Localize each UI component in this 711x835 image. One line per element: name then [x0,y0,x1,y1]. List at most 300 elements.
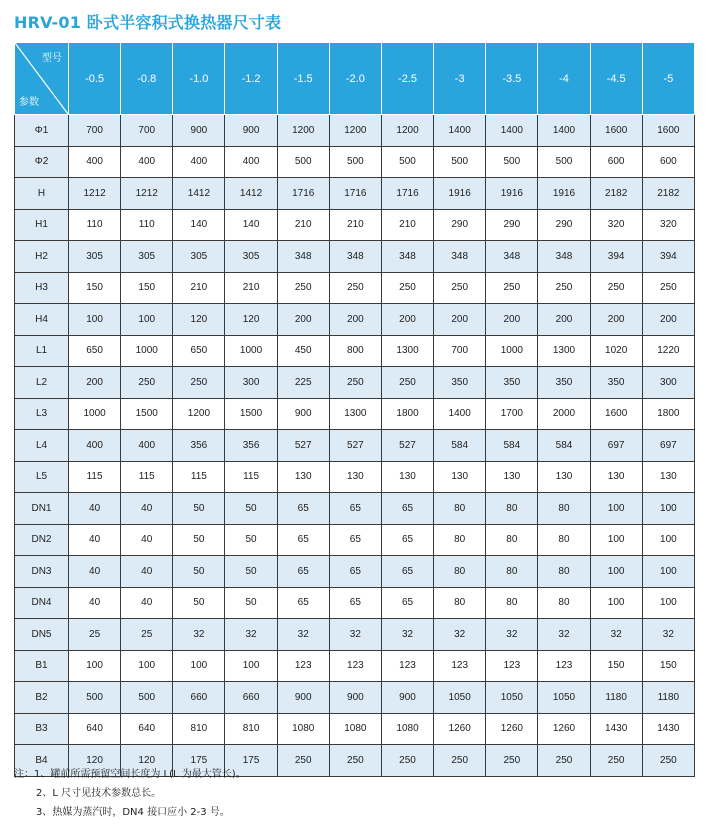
value-cell: 50 [225,524,277,556]
value-cell: 200 [381,304,433,336]
value-cell: 80 [538,587,590,619]
value-cell: 65 [329,524,381,556]
value-cell: 400 [69,430,121,462]
value-cell: 1050 [538,682,590,714]
value-cell: 2182 [590,178,642,210]
table-row [15,335,695,367]
value-cell: 1020 [590,335,642,367]
value-cell: 250 [381,367,433,399]
value-cell: 584 [434,430,486,462]
value-cell: 110 [121,209,173,241]
value-cell: 123 [486,650,538,682]
value-cell: 1180 [590,682,642,714]
value-cell: 305 [173,241,225,273]
table-row [15,209,695,241]
value-cell: 140 [225,209,277,241]
value-cell: 65 [329,556,381,588]
param-name-cell: DN1 [15,493,69,525]
value-cell: 210 [329,209,381,241]
value-cell: 1180 [642,682,694,714]
value-cell: 150 [590,650,642,682]
value-cell: 650 [173,335,225,367]
value-cell: 250 [381,745,433,777]
value-cell: 210 [225,272,277,304]
value-cell: 1500 [225,398,277,430]
value-cell: 500 [329,146,381,178]
value-cell: 130 [381,461,433,493]
value-cell: 350 [590,367,642,399]
value-cell: 100 [642,587,694,619]
note-text: 1、罐前所需预留空间长度为 L(L 为最大管长)。 [34,769,246,780]
note-line-1 [14,765,246,784]
value-cell: 40 [69,493,121,525]
value-cell: 100 [69,650,121,682]
value-cell: 1000 [225,335,277,367]
value-cell: 1716 [277,178,329,210]
param-name-cell: H3 [15,272,69,304]
value-cell: 115 [69,461,121,493]
table-row [15,587,695,619]
value-cell: 527 [277,430,329,462]
param-name-cell: L5 [15,461,69,493]
value-cell: 175 [173,745,225,777]
value-cell: 900 [329,682,381,714]
value-cell: 2000 [538,398,590,430]
value-cell: 32 [538,619,590,651]
value-cell: 348 [277,241,329,273]
value-cell: 65 [329,493,381,525]
model-header-cell: -1.2 [225,43,277,115]
value-cell: 65 [329,587,381,619]
value-cell: 350 [486,367,538,399]
value-cell: 1050 [434,682,486,714]
value-cell: 80 [434,556,486,588]
corner-label-model: 型号 [42,53,62,64]
value-cell: 900 [277,682,329,714]
value-cell: 100 [590,524,642,556]
value-cell: 250 [329,272,381,304]
table-row [15,524,695,556]
table-row [15,398,695,430]
value-cell: 40 [121,556,173,588]
value-cell: 250 [277,272,329,304]
value-cell: 1400 [538,115,590,147]
value-cell: 650 [69,335,121,367]
value-cell: 600 [642,146,694,178]
value-cell: 65 [381,587,433,619]
value-cell: 200 [329,304,381,336]
value-cell: 32 [277,619,329,651]
value-cell: 1000 [69,398,121,430]
param-name-cell: Φ1 [15,115,69,147]
value-cell: 400 [121,146,173,178]
value-cell: 1080 [381,713,433,745]
value-cell: 100 [642,493,694,525]
value-cell: 1412 [225,178,277,210]
value-cell: 500 [486,146,538,178]
value-cell: 1000 [121,335,173,367]
value-cell: 348 [434,241,486,273]
value-cell: 32 [381,619,433,651]
model-header-cell: -5 [642,43,694,115]
value-cell: 130 [590,461,642,493]
param-name-cell: L3 [15,398,69,430]
value-cell: 1800 [381,398,433,430]
value-cell: 175 [225,745,277,777]
value-cell: 1400 [434,115,486,147]
value-cell: 450 [277,335,329,367]
value-cell: 50 [173,493,225,525]
value-cell: 80 [538,556,590,588]
value-cell: 400 [121,430,173,462]
value-cell: 40 [121,524,173,556]
param-name-cell: DN3 [15,556,69,588]
value-cell: 697 [590,430,642,462]
value-cell: 40 [121,493,173,525]
value-cell: 80 [486,493,538,525]
value-cell: 500 [381,146,433,178]
value-cell: 1600 [590,398,642,430]
value-cell: 250 [329,745,381,777]
value-cell: 1300 [329,398,381,430]
value-cell: 250 [329,367,381,399]
value-cell: 32 [486,619,538,651]
table-row [15,115,695,147]
value-cell: 305 [69,241,121,273]
value-cell: 250 [642,745,694,777]
table-header-row [15,43,695,115]
model-header-cell: -4.5 [590,43,642,115]
value-cell: 1916 [486,178,538,210]
note-line-2 [14,784,246,803]
value-cell: 200 [590,304,642,336]
param-name-cell: L1 [15,335,69,367]
model-header-cell: -4 [538,43,590,115]
value-cell: 250 [538,745,590,777]
value-cell: 305 [225,241,277,273]
value-cell: 250 [121,367,173,399]
value-cell: 210 [277,209,329,241]
value-cell: 1212 [69,178,121,210]
table-row [15,461,695,493]
value-cell: 1080 [329,713,381,745]
value-cell: 32 [434,619,486,651]
value-cell: 100 [642,524,694,556]
value-cell: 1430 [590,713,642,745]
value-cell: 115 [225,461,277,493]
table-row [15,304,695,336]
value-cell: 65 [381,556,433,588]
value-cell: 150 [69,272,121,304]
value-cell: 2182 [642,178,694,210]
table-row [15,178,695,210]
table-row [15,241,695,273]
value-cell: 1200 [381,115,433,147]
param-name-cell: B3 [15,713,69,745]
value-cell: 130 [329,461,381,493]
value-cell: 100 [225,650,277,682]
value-cell: 210 [173,272,225,304]
value-cell: 700 [69,115,121,147]
value-cell: 1412 [173,178,225,210]
value-cell: 500 [434,146,486,178]
value-cell: 50 [225,493,277,525]
value-cell: 400 [173,146,225,178]
value-cell: 584 [486,430,538,462]
param-name-cell: B2 [15,682,69,714]
param-name-cell: DN2 [15,524,69,556]
value-cell: 1050 [486,682,538,714]
value-cell: 32 [173,619,225,651]
value-cell: 1000 [486,335,538,367]
model-header-cell: -3.5 [486,43,538,115]
value-cell: 250 [642,272,694,304]
value-cell: 130 [277,461,329,493]
value-cell: 350 [434,367,486,399]
value-cell: 320 [590,209,642,241]
value-cell: 1300 [538,335,590,367]
corner-label-param: 参数 [19,97,39,108]
value-cell: 150 [121,272,173,304]
value-cell: 1916 [538,178,590,210]
value-cell: 810 [225,713,277,745]
value-cell: 1260 [486,713,538,745]
value-cell: 1260 [434,713,486,745]
value-cell: 120 [173,304,225,336]
value-cell: 1300 [381,335,433,367]
value-cell: 100 [590,556,642,588]
param-name-cell: H1 [15,209,69,241]
value-cell: 700 [121,115,173,147]
value-cell: 65 [381,524,433,556]
value-cell: 65 [277,524,329,556]
value-cell: 584 [538,430,590,462]
value-cell: 123 [381,650,433,682]
table-row [15,682,695,714]
value-cell: 1800 [642,398,694,430]
value-cell: 123 [277,650,329,682]
value-cell: 640 [121,713,173,745]
value-cell: 1400 [486,115,538,147]
value-cell: 115 [121,461,173,493]
value-cell: 300 [642,367,694,399]
value-cell: 810 [173,713,225,745]
value-cell: 356 [225,430,277,462]
value-cell: 250 [590,272,642,304]
model-header-cell: -1.0 [173,43,225,115]
value-cell: 700 [434,335,486,367]
value-cell: 400 [69,146,121,178]
value-cell: 120 [69,745,121,777]
value-cell: 660 [225,682,277,714]
value-cell: 100 [69,304,121,336]
table-row [15,146,695,178]
value-cell: 900 [381,682,433,714]
value-cell: 1916 [434,178,486,210]
value-cell: 65 [381,493,433,525]
value-cell: 130 [486,461,538,493]
value-cell: 100 [590,587,642,619]
param-name-cell: H2 [15,241,69,273]
value-cell: 1200 [173,398,225,430]
table-row [15,367,695,399]
value-cell: 100 [590,493,642,525]
table-row [15,650,695,682]
value-cell: 500 [538,146,590,178]
value-cell: 290 [434,209,486,241]
value-cell: 305 [121,241,173,273]
value-cell: 1700 [486,398,538,430]
value-cell: 394 [590,241,642,273]
value-cell: 250 [277,745,329,777]
value-cell: 120 [121,745,173,777]
value-cell: 500 [121,682,173,714]
param-name-cell: DN4 [15,587,69,619]
model-header-cell: -0.8 [121,43,173,115]
value-cell: 1400 [434,398,486,430]
value-cell: 800 [329,335,381,367]
value-cell: 640 [69,713,121,745]
param-name-cell: Φ2 [15,146,69,178]
value-cell: 32 [329,619,381,651]
value-cell: 1430 [642,713,694,745]
value-cell: 210 [381,209,433,241]
value-cell: 1500 [121,398,173,430]
value-cell: 500 [277,146,329,178]
value-cell: 320 [642,209,694,241]
value-cell: 348 [538,241,590,273]
value-cell: 290 [538,209,590,241]
notes-section [14,765,246,822]
corner-header-cell [15,43,69,115]
param-name-cell: B1 [15,650,69,682]
value-cell: 500 [69,682,121,714]
value-cell: 80 [538,493,590,525]
value-cell: 123 [538,650,590,682]
note-line-3 [14,803,246,822]
value-cell: 150 [642,650,694,682]
value-cell: 900 [173,115,225,147]
value-cell: 290 [486,209,538,241]
value-cell: 110 [69,209,121,241]
value-cell: 40 [69,587,121,619]
value-cell: 350 [538,367,590,399]
value-cell: 50 [173,587,225,619]
value-cell: 1220 [642,335,694,367]
value-cell: 1212 [121,178,173,210]
value-cell: 1600 [642,115,694,147]
model-header-cell: -3 [434,43,486,115]
value-cell: 100 [121,650,173,682]
value-cell: 1716 [381,178,433,210]
note-text: 2、L 尺寸见技术参数总长。 [36,788,162,799]
param-name-cell: B4 [15,745,69,777]
value-cell: 200 [69,367,121,399]
model-header-cell: -0.5 [69,43,121,115]
value-cell: 527 [381,430,433,462]
param-name-cell: H [15,178,69,210]
value-cell: 40 [69,524,121,556]
value-cell: 65 [277,587,329,619]
value-cell: 250 [434,272,486,304]
value-cell: 32 [590,619,642,651]
value-cell: 50 [225,556,277,588]
value-cell: 1600 [590,115,642,147]
value-cell: 1200 [329,115,381,147]
table-row [15,619,695,651]
value-cell: 40 [121,587,173,619]
value-cell: 356 [173,430,225,462]
value-cell: 32 [225,619,277,651]
value-cell: 200 [642,304,694,336]
value-cell: 250 [173,367,225,399]
value-cell: 32 [642,619,694,651]
value-cell: 123 [434,650,486,682]
value-cell: 200 [538,304,590,336]
value-cell: 65 [277,493,329,525]
value-cell: 348 [329,241,381,273]
value-cell: 1716 [329,178,381,210]
value-cell: 65 [277,556,329,588]
value-cell: 130 [538,461,590,493]
value-cell: 1260 [538,713,590,745]
model-header-cell: -2.5 [381,43,433,115]
value-cell: 200 [434,304,486,336]
value-cell: 394 [642,241,694,273]
value-cell: 100 [173,650,225,682]
param-name-cell: L4 [15,430,69,462]
value-cell: 348 [486,241,538,273]
table-row [15,713,695,745]
value-cell: 250 [486,272,538,304]
value-cell: 25 [69,619,121,651]
value-cell: 1080 [277,713,329,745]
table-row [15,430,695,462]
value-cell: 80 [434,587,486,619]
value-cell: 1200 [277,115,329,147]
value-cell: 250 [538,272,590,304]
value-cell: 123 [329,650,381,682]
value-cell: 130 [434,461,486,493]
value-cell: 225 [277,367,329,399]
value-cell: 250 [486,745,538,777]
value-cell: 115 [173,461,225,493]
value-cell: 100 [642,556,694,588]
page-title: HRV-01 卧式半容积式换热器尺寸表 [14,13,282,32]
value-cell: 50 [173,556,225,588]
model-header-cell: -1.5 [277,43,329,115]
note-text: 3、热媒为蒸汽时，DN4 接口应小 2-3 号。 [36,807,230,818]
value-cell: 140 [173,209,225,241]
value-cell: 660 [173,682,225,714]
table-row [15,493,695,525]
model-header-cell: -2.0 [329,43,381,115]
table-row [15,272,695,304]
param-name-cell: H4 [15,304,69,336]
value-cell: 120 [225,304,277,336]
value-cell: 200 [486,304,538,336]
value-cell: 100 [121,304,173,336]
value-cell: 900 [225,115,277,147]
value-cell: 250 [381,272,433,304]
table-row [15,556,695,588]
value-cell: 300 [225,367,277,399]
value-cell: 80 [538,524,590,556]
value-cell: 348 [381,241,433,273]
value-cell: 527 [329,430,381,462]
value-cell: 697 [642,430,694,462]
value-cell: 50 [225,587,277,619]
